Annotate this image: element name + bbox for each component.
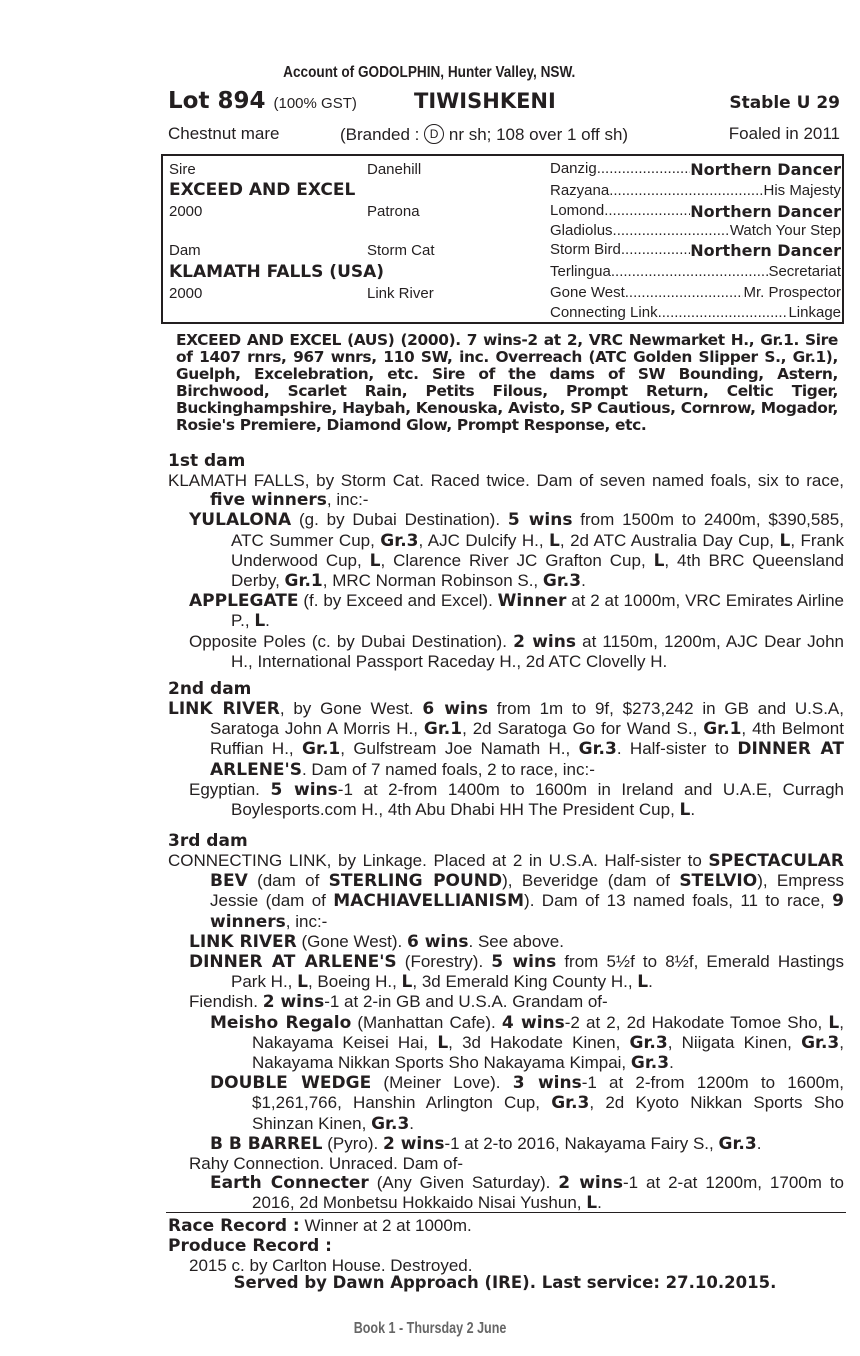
grandsire-row: Connecting Link ..... Linkage xyxy=(550,304,841,321)
grandsire-row: Gladiolus ..... Watch Your Step xyxy=(550,222,841,239)
sire-sire: Danehill xyxy=(367,161,422,178)
page-footer: Book 1 - Thursday 2 June xyxy=(353,1320,507,1337)
produce-entry: 2015 c. by Carlton House. Destroyed. xyxy=(189,1256,473,1276)
foal-entry: Meisho Regalo (Manhattan Cafe). 4 wins-2 at 2, 2d Hakodate Tomoe Sho, L, Nakayama Keisei Hai, L, 3d Hakodate Kinen, Gr.3, Niigata Kinen, Gr.3, Nakayama Nikkan Sports Sho Nakayama Kimpai, Gr.3. xyxy=(210,1012,844,1074)
brand-prefix: (Branded : xyxy=(340,125,420,144)
sire-dam: Patrona xyxy=(367,203,420,220)
foal-entry: Rahy Connection. Unraced. Dam of- xyxy=(189,1154,464,1174)
stable-number: Stable U 29 xyxy=(729,93,840,113)
dam-sire: Storm Cat xyxy=(367,242,435,259)
grandsire-row: Gone West ..... Mr. Prospector xyxy=(550,284,841,301)
dam-label: Dam xyxy=(169,242,201,259)
third-dam-section xyxy=(168,832,844,1214)
dam-intro: CONNECTING LINK, by Linkage. Placed at 2 in U.S.A. Half-sister to SPECTACULAR BEV (dam of STERLING POUND), Beveridge (dam of STELVIO), Empress Jessie (dam of MACHIAVELLIANISM). Dam of 13 named foals, 11 to race, 9 winners, inc:- xyxy=(168,851,845,932)
sex-colour: Chestnut mare xyxy=(168,124,280,143)
gst-note: (100% GST) xyxy=(273,95,357,112)
foal-entry: DINNER AT ARLENE'S (Forestry). 5 wins from 5½f to 8½f, Emerald Hastings Park H., L, Boeing H., L, 3d Emerald King County H., L. xyxy=(189,952,844,993)
foal-entry: LINK RIVER (Gone West). 6 wins. See above. xyxy=(189,931,564,952)
foal-entry: Egyptian. 5 wins-1 at 2-from 1400m to 1600m in Ireland and U.A.E, Curragh Boylesports.com H., 4th Abu Dhabi HH The President Cup, L. xyxy=(189,779,844,821)
grandsire-row: Lomond ..... Northern Dancer xyxy=(550,202,841,221)
sire-summary: EXCEED AND EXCEL (AUS) (2000). 7 wins-2 at 2, VRC Newmarket H., Gr.1. Sire of 1407 rnrs, 967 wnrs, 110 SW, inc. Overreach (ATC Golden Slipper S., Gr.1), Guelph, Excelebration, etc. Sire of the dams of SW Bounding, Astern, Birchwood, Scarlet Rain, Petits Filous, Prompt Return, Celtic Tiger, Buckinghampshire, Haybah, Kenouska, Avisto, SP Cautious, Cornrow, Mogador, Rosie's Premiere, Diamond Glow, Prompt Response, etc. xyxy=(176,331,838,434)
grandsire-row: Storm Bird ..... Northern Dancer xyxy=(550,241,841,260)
sire-name: EXCEED AND EXCEL xyxy=(169,180,356,200)
dam-dam: Link River xyxy=(367,285,434,302)
foal-entry: Earth Connecter (Any Given Saturday). 2 wins-1 at 2-at 1200m, 1700m to 2016, 2d Monbetsu Hokkaido Nisai Yushun, L. xyxy=(210,1173,845,1214)
dam-year: 2000 xyxy=(169,285,203,302)
section-heading: 1st dam xyxy=(168,451,246,471)
race-record-value: Winner at 2 at 1000m. xyxy=(304,1216,472,1235)
dam-intro: KLAMATH FALLS, by Storm Cat. Raced twice. Dam of seven named foals, six to race, five winners, inc:- xyxy=(168,471,844,511)
brand-suffix: nr sh; 108 over 1 off sh) xyxy=(448,125,629,144)
section-heading: 2nd dam xyxy=(168,679,252,699)
foaled-year: Foaled in 2011 xyxy=(728,124,840,143)
dam-name: KLAMATH FALLS (USA) xyxy=(169,262,385,282)
foal-entry: B B BARREL (Pyro). 2 wins-1 at 2-to 2016, Nakayama Fairy S., Gr.3. xyxy=(210,1133,762,1154)
sire-label: Sire xyxy=(169,161,196,178)
grandsire-row: Danzig ..... Northern Dancer xyxy=(550,160,841,179)
second-dam-section xyxy=(168,680,844,820)
produce-record-label: Produce Record : xyxy=(168,1236,332,1257)
lot-number xyxy=(168,88,357,114)
foal-entry: APPLEGATE (f. by Exceed and Excel). Winner at 2 at 1000m, VRC Emirates Airline P., L. xyxy=(189,591,845,632)
grandsire-row: Razyana ..... His Majesty xyxy=(550,182,841,199)
dam-intro: LINK RIVER, by Gone West. 6 wins from 1m to 9f, $273,242 in GB and U.S.A, Saratoga John A Morris H., Gr.1, 2d Saratoga Go for Wand S., Gr.1, 4th Belmont Ruffian H., Gr.1, Gulfstream Joe Namath H., Gr.3. Half-sister to DINNER AT ARLENE'S. Dam of 7 named foals, 2 to race, inc:- xyxy=(168,699,844,780)
section-heading: 3rd dam xyxy=(168,831,248,851)
grandsire-row: Terlingua ..... Secretariat xyxy=(550,263,841,280)
brand-note xyxy=(340,124,628,145)
sire-year: 2000 xyxy=(169,203,203,220)
race-record-label: Race Record : xyxy=(168,1216,300,1236)
lot-label: Lot 894 xyxy=(168,88,266,114)
service-note: Served by Dawn Approach (IRE). Last service: 27.10.2015. xyxy=(233,1273,777,1292)
horse-name: TIWISHKENI xyxy=(414,89,556,113)
section-divider xyxy=(166,1212,846,1213)
foal-entry: DOUBLE WEDGE (Meiner Love). 3 wins-1 at 2-from 1200m to 1600m, $1,261,766, Hanshin Arlington Cup, Gr.3, 2d Kyoto Nikkan Sports Sho Shinzan Kinen, Gr.3. xyxy=(210,1073,845,1134)
foal-entry: Fiendish. 2 wins-1 at 2-in GB and U.S.A. Grandam of- xyxy=(189,992,608,1013)
pedigree-table xyxy=(161,154,844,324)
foal-entry: YULALONA (g. by Dubai Destination). 5 wins from 1500m to 2400m, $390,585, ATC Summer Cup, Gr.3, AJC Dulcify H., L, 2d ATC Australia Day Cup, L, Frank Underwood Cup, L, Clarence River JC Grafton Cup, L, 4th BRC Queensland Derby, Gr.1, MRC Norman Robinson S., Gr.3. xyxy=(189,510,844,592)
first-dam-section xyxy=(168,452,844,671)
account-line: Account of GODOLPHIN, Hunter Valley, NSW. xyxy=(283,64,576,81)
records-section xyxy=(168,1216,844,1276)
foal-entry: Opposite Poles (c. by Dubai Destination). 2 wins at 1150m, 1200m, AJC Dear John H., International Passport Raceday H., 2d ATC Clovelly H. xyxy=(189,631,844,671)
brand-d-icon: D xyxy=(424,124,444,144)
